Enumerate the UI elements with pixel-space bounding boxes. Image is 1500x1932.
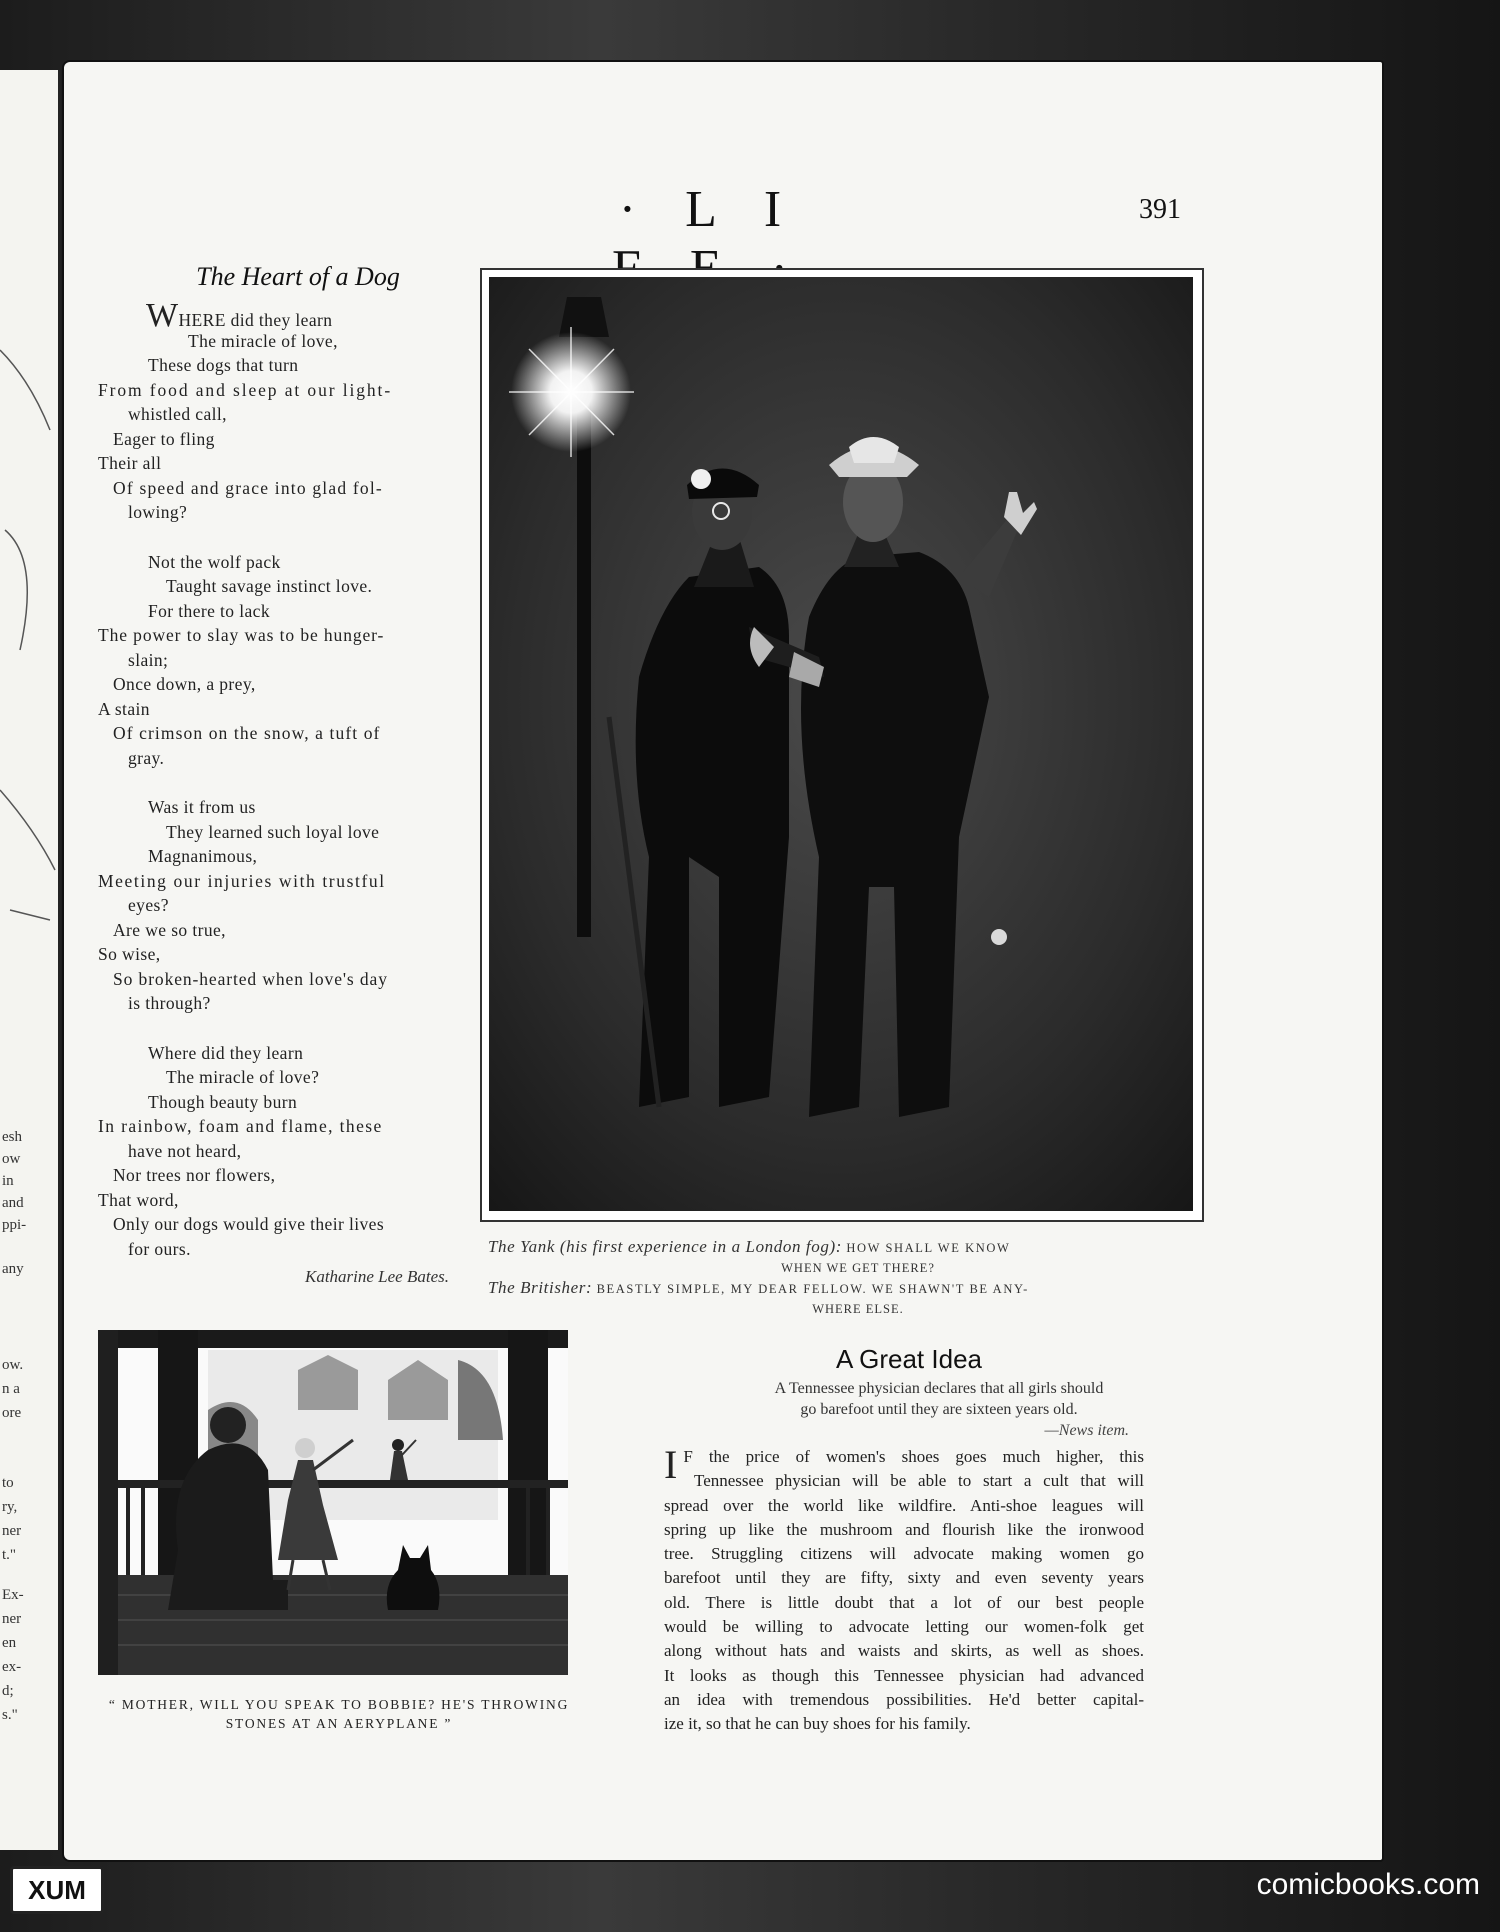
left-fragment: ry, [2,1499,18,1515]
poem-line: So broken-hearted when love's day [113,968,388,989]
cartoon-caption-line: “ MOTHER, WILL YOU SPEAK TO BOBBIE? HE'S THROWING [108,1697,570,1712]
article-line: Tennessee physician will be able to start a cult that will [694,1471,1144,1491]
left-fragment: ner [2,1523,22,1539]
poem-line: Magnanimous, [148,846,258,866]
left-fragment: to [2,1475,14,1491]
poem-line: The power to slay was to be hunger- [98,625,385,645]
poem-line: WHERE did they learn [146,297,333,334]
left-fragment: ner [2,1611,22,1627]
left-fragment: s." [2,1707,18,1723]
porch-cartoon [98,1330,568,1675]
left-fragment: ppi- [2,1217,27,1233]
poem-line: gray. [128,747,165,768]
fog-illustration-caption [488,1237,1228,1319]
caption-yank-label: The Yank (his first experience in a London fog): [488,1237,842,1256]
cartoon-caption-line: STONES AT AN AERYPLANE ” [225,1716,453,1731]
caption-yank-text-cont: WHEN WE GET THERE? [781,1261,935,1275]
poem-line: Not the wolf pack [148,551,281,572]
left-fragment: d; [2,1683,14,1699]
magazine-page [64,62,1382,1860]
poem-line: The miracle of love, [188,330,338,351]
poem-line: Meeting our injuries with trustful [98,870,386,891]
poem-line: Though beauty burn [148,1091,298,1112]
article-line: spread over the world like wildfire. Anti-shoe leagues will [664,1495,1144,1515]
poem-line: eyes? [128,895,169,915]
page-number: 391 [1139,194,1181,225]
masthead: · L I [618,181,800,238]
left-fragment: t." [2,1547,17,1563]
poem-line: lowing? [128,502,188,522]
article-dropcap: I [664,1442,678,1487]
fog-illustration-drawing [489,277,1193,1211]
left-fragment: Ex- [2,1587,24,1603]
poem-author: Katharine Lee Bates. [304,1267,449,1286]
poem-dropcap: W [146,297,179,334]
article-body [664,1442,1144,1739]
porch-cartoon-drawing [98,1330,568,1675]
poem-line: For there to lack [148,600,270,621]
poem-line: Are we so true, [113,919,226,940]
archive-stamp: XUM [10,1866,104,1914]
left-fragment: en [2,1635,17,1651]
article-line: tree. Struggling citizens will advocate making women go [664,1544,1144,1564]
poem-line: Where did they learn [148,1042,304,1063]
poem-line: Once down, a prey, [113,674,256,694]
poem-line: Of crimson on the snow, a tuft of [113,723,381,743]
article-line: barefoot until they are fifty, sixty and even seventy years [664,1568,1144,1588]
poem-line: From food and sleep at our light- [98,379,393,400]
article-source: —News item. [1044,1422,1129,1439]
poem-line: have not heard, [128,1140,242,1161]
caption-yank [488,1237,1228,1258]
article-line: along without hats and waists and skirts, as well as shoes. [664,1641,1144,1661]
poem-line: Was it from us [148,797,256,817]
caption-brit-text: BEASTLY SIMPLE, MY DEAR FELLOW. WE SHAWN'T BE ANY- [596,1282,1029,1296]
caption-britisher [488,1278,1228,1299]
watermark: comicbooks.com [1256,1868,1480,1901]
article-line: ize it, so that he can buy shoes for his family. [664,1714,971,1734]
left-fragment: any [2,1261,24,1277]
caption-yank-text: HOW SHALL WE KNOW [846,1241,1011,1255]
poem-line: is through? [128,993,211,1013]
left-page-drawing-fragment [0,230,56,990]
caption-brit-text-cont: WHERE ELSE. [812,1302,904,1316]
caption-brit-label: The Britisher: [488,1278,593,1297]
article-line: It looks as though this Tennessee physician had advanced [664,1665,1144,1685]
left-fragment: in [2,1173,14,1189]
poem-line: In rainbow, foam and flame, these [98,1116,383,1136]
poem-line: for ours. [128,1238,191,1259]
left-fragment: ow [2,1151,21,1167]
article-line: would be willing to advocate letting our women-folk get [664,1617,1144,1637]
poem-line: Taught savage instinct love. [166,576,373,596]
article-title: A Great Idea [836,1344,982,1374]
article-line: spring up like the mushroom and flourish like the ironwood [664,1519,1144,1539]
poem-line: Eager to fling [113,428,215,449]
poem-line: Of speed and grace into glad fol- [113,477,383,498]
poem-line: Nor trees nor flowers, [113,1165,276,1185]
left-page-edge [0,70,61,1850]
fog-illustration [480,268,1204,1222]
poem-line: Only our dogs would give their lives [113,1214,385,1234]
poem-line: A stain [98,698,150,719]
left-fragment: n a [2,1381,20,1397]
left-fragment: esh [2,1129,22,1145]
poem-line: That word, [98,1189,179,1210]
poem-line: Their all [98,453,162,473]
left-fragment: ore [2,1405,22,1421]
left-fragment: ow. [2,1357,24,1373]
poem-body [98,297,453,1263]
poem-line: They learned such loyal love [166,821,380,842]
poem-line: These dogs that turn [148,355,299,375]
left-fragment: and [2,1195,24,1211]
poem-line: whistled call, [128,404,227,424]
poem-line: So wise, [98,944,161,964]
poem-line: slain; [128,649,169,670]
article-line: old. There is little doubt that a lot of our best people [664,1592,1144,1612]
article-subtitle: A Tennessee physician declares that all girls should go barefoot until they are sixteen years old. [774,1380,1104,1418]
porch-cartoon-caption [104,1695,574,1733]
left-fragment: ex- [2,1659,22,1675]
article-line: I F the price of women's shoes goes much higher, this [664,1442,1144,1487]
poem-line: The miracle of love? [166,1067,320,1087]
article-line: an idea with tremendous possibilities. He'd better capital- [664,1689,1144,1709]
poem-title: The Heart of a Dog [196,262,400,291]
